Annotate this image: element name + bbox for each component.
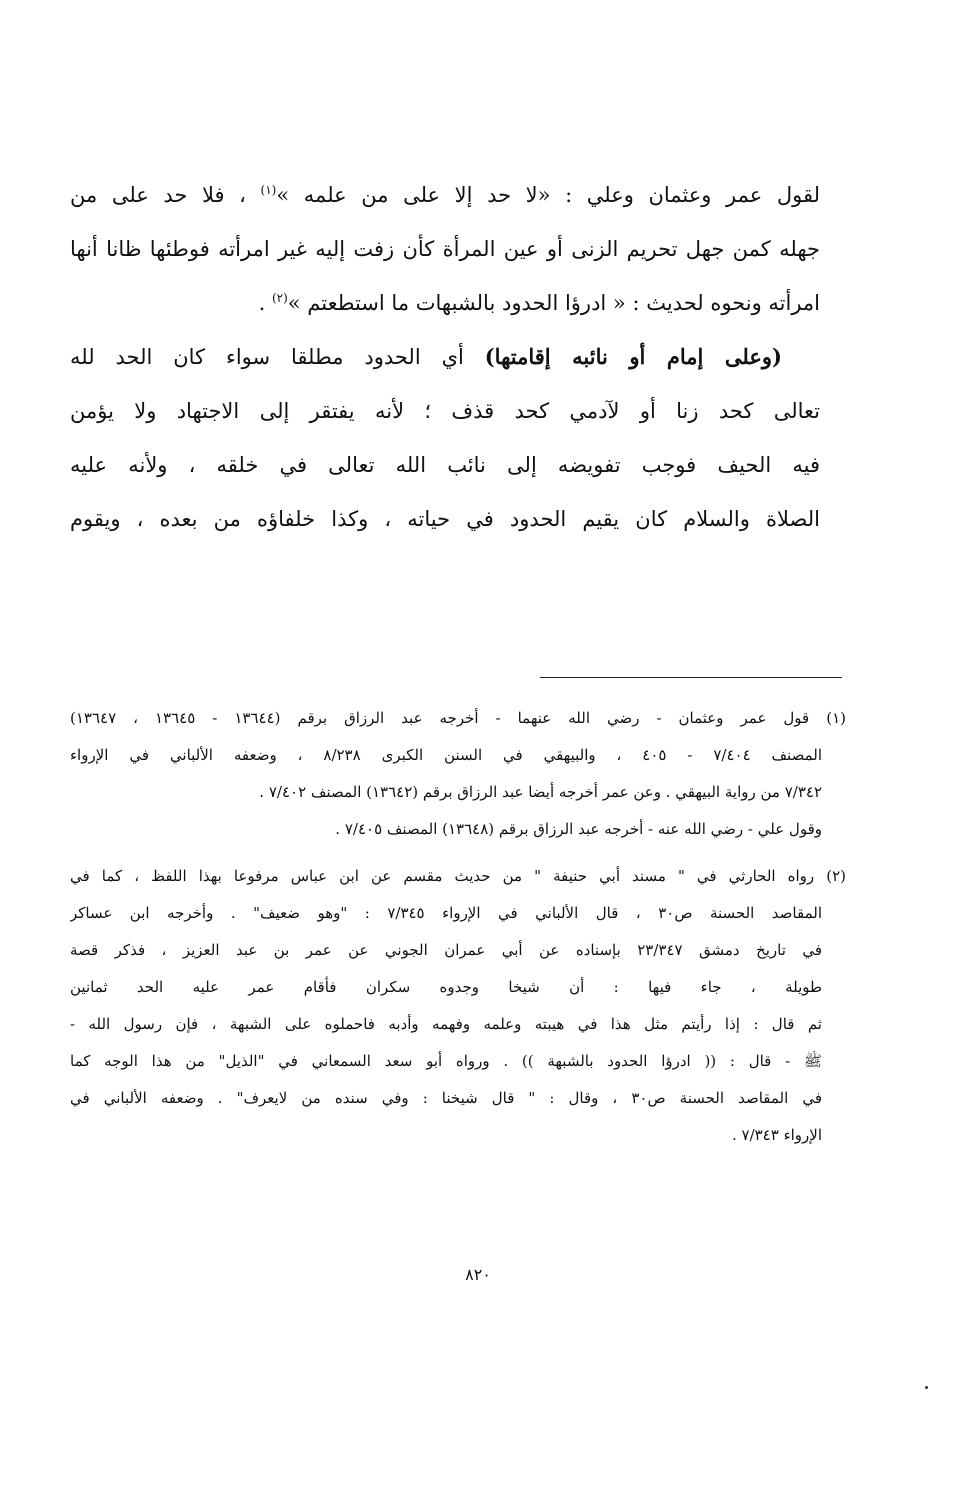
footnote-1 (70, 700, 846, 848)
main-line-3-text: امرأته ونحوه لحديث : « ادرؤا الحدود بالشبهات ما استطعتم » (287, 291, 820, 315)
main-line-3 (70, 276, 820, 330)
main-line-1-text: لقول عمر وعثمان وعلي : «لا حد إلا على من علمه » (276, 183, 820, 207)
main-line-2 (70, 222, 820, 276)
footnote-1-line: ٧/٣٤٢ من رواية البيهقي . وعن عمر أخرجه أيضا عبد الرزاق برقم (١٣٦٤٢) المصنف ٧/٤٠٢ . (259, 783, 822, 801)
footnote-2-line: (٢) رواه الحارثي في " مسند أبي حنيفة " من حديث مقسم عن ابن عباس مرفوعا بهذا اللفظ ، كما في (70, 867, 846, 885)
main-line-4-text: أي الحدود مطلقا سواء كان الحد لله (70, 345, 485, 369)
footnote-2-line: المقاصد الحسنة ص٣٠ ، قال الألباني في الإرواء ٧/٣٤٥ : "وهو ضعيف" . وأخرجه ابن عساكر (70, 904, 822, 922)
main-line-7 (70, 492, 820, 546)
footnote-1-line: (١) قول عمر وعثمان - رضي الله عنهما - أخرجه عبد الرزاق برقم (١٣٦٤٤ - ١٣٦٤٥ ، ١٣٦٤٧) (70, 709, 846, 727)
footnote-ref-1: (١) (260, 183, 277, 197)
footnote-separator (540, 677, 842, 678)
main-line-2-text: جهله كمن جهل تحريم الزنى أو عين المرأة كأن زفت إليه غير امرأته فوطئها ظانا أنها (70, 237, 820, 261)
main-line-5 (70, 384, 820, 438)
footnote-2 (70, 858, 846, 1154)
main-line-7-text: الصلاة والسلام كان يقيم الحدود في حياته ، وكذا خلفاؤه من بعده ، ويقوم (70, 507, 820, 531)
scan-speck (925, 1386, 928, 1389)
footnote-2-line: في تاريخ دمشق ٢٣/٣٤٧ بإسناده عن أبي عمران الجوني عن عمر بن عبد العزيز ، فذكر قصة (70, 941, 822, 959)
main-line-1 (70, 168, 820, 222)
main-line-5-text: تعالى كحد زنا أو لآدمي كحد قذف ؛ لأنه يفتقر إلى الاجتهاد ولا يؤمن (70, 399, 820, 423)
footnote-2-line: ﷺ - قال : (( ادرؤا الحدود بالشبهة )) . ورواه أبو سعد السمعاني في "الذيل" من هذا الوجه كما (70, 1052, 822, 1070)
matn-bold-text: (وعلى إمام أو نائبه إقامتها) (484, 344, 782, 369)
footnote-2-line: ثم قال : إذا رأيتم مثل هذا في هيبته وعلمه وفهمه وأدبه فاحملوه على الشبهة ، فإن رسول الله - (70, 1015, 822, 1033)
main-line-4 (70, 330, 820, 384)
footnote-1-line: المصنف ٧/٤٠٤ - ٤٠٥ ، والبيهقي في السنن الكبرى ٨/٢٣٨ ، وضعفه الألباني في الإرواء (70, 746, 823, 764)
footnote-2-line: في المقاصد الحسنة ص٣٠ ، وقال : " قال شيخنا : وفي سنده من لايعرف" . وضعفه الألباني في (70, 1089, 822, 1107)
main-line-3-tail: . (258, 291, 272, 315)
main-line-6-text: فيه الحيف فوجب تفويضه إلى نائب الله تعالى في خلقه ، ولأنه عليه (70, 453, 820, 477)
main-text-block (70, 168, 820, 546)
footnote-2-line: طويلة ، جاء فيها : أن شيخا وجدوه سكران فأقام عمر عليه الحد ثمانين (70, 978, 822, 996)
main-line-1-tail: ، فلا حد على من (70, 183, 261, 207)
footnote-2-line: الإرواء ٧/٣٤٣ . (731, 1126, 822, 1144)
footnotes-block (70, 700, 846, 1164)
page-number: ٨٢٠ (465, 1265, 491, 1284)
main-line-6 (70, 438, 820, 492)
footnote-ref-2: (٢) (271, 291, 288, 305)
footnote-1-line: وقول علي - رضي الله عنه - أخرجه عبد الرزاق برقم (١٣٦٤٨) المصنف ٧/٤٠٥ . (335, 820, 822, 838)
